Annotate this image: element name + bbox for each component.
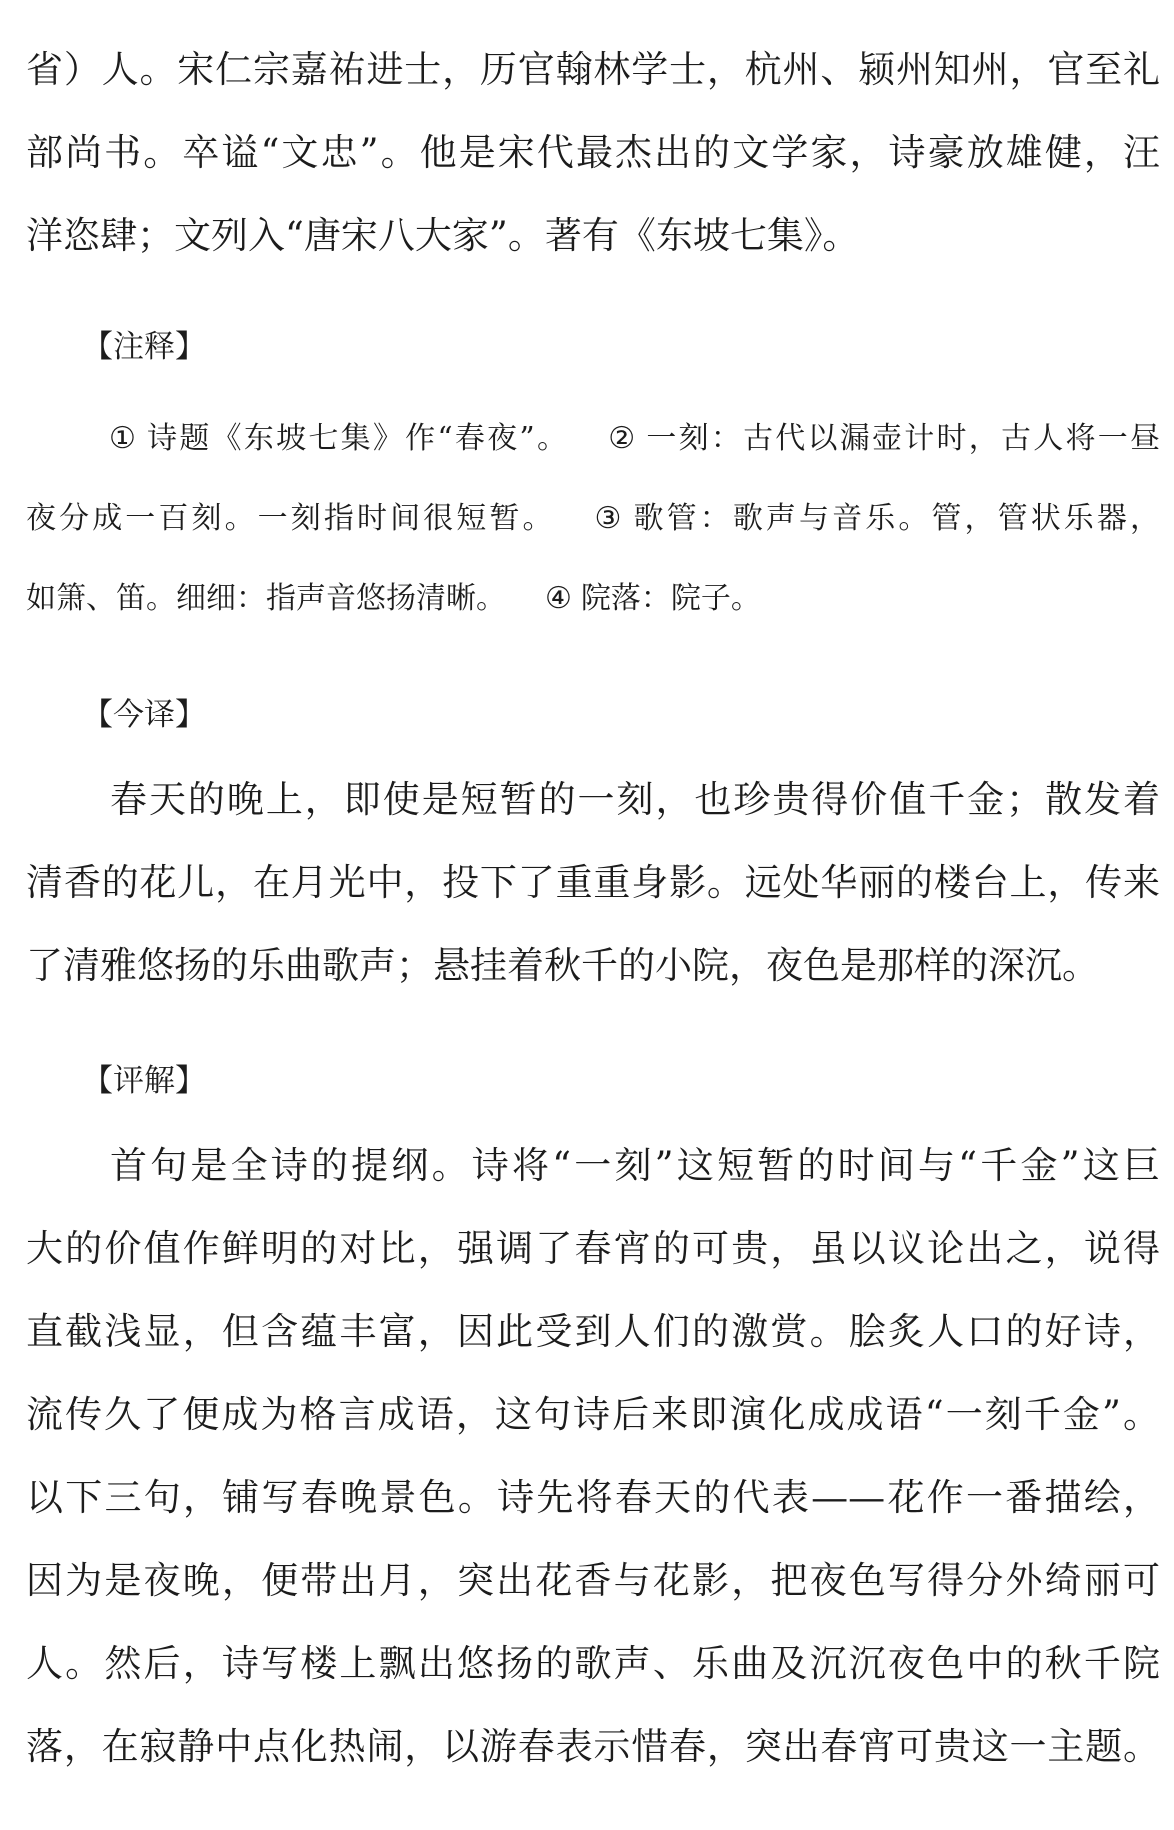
section-heading-annotations: 【注释】	[82, 329, 206, 365]
paragraph-line: 大的价值作鲜明的对比，强调了春宵的可贵，虽以议论出之，说得	[26, 1227, 1160, 1270]
note-2	[608, 421, 1160, 456]
annotations-list	[26, 399, 1160, 639]
note-4	[545, 581, 761, 616]
note-1	[109, 421, 569, 456]
section-heading-commentary: 【评解】	[82, 1063, 206, 1099]
paragraph-line: 省）人。宋仁宗嘉祐进士，历官翰林学士，杭州、颍州知州，官至礼	[26, 48, 1160, 91]
paragraph-line: 以下三句，铺写春晚景色。诗先将春天的代表——花作一番描绘，	[26, 1476, 1160, 1519]
note-text: 一刻：古代以漏壶计时，古人将一昼	[646, 421, 1160, 456]
note-3	[595, 501, 1160, 536]
annotation-line	[26, 479, 1160, 559]
translation-paragraph	[26, 758, 1160, 1007]
note-3-continued: 如箫、笛。细细：指声音悠扬清晰。	[26, 581, 506, 616]
note-number-3: ③	[594, 501, 625, 536]
intro-paragraph	[26, 28, 1160, 277]
note-text: 歌管：歌声与音乐。管，管状乐器，	[633, 501, 1160, 536]
paragraph-line: 直截浅显，但含蕴丰富，因此受到人们的激赏。脍炙人口的好诗，	[26, 1310, 1160, 1353]
note-number-1: ①	[109, 421, 139, 456]
commentary-paragraph	[26, 1124, 1160, 1788]
paragraph-line: 因为是夜晚，便带出月，突出花香与花影，把夜色写得分外绮丽可	[26, 1559, 1160, 1602]
paragraph-line: 人。然后，诗写楼上飘出悠扬的歌声、乐曲及沉沉夜色中的秋千院	[26, 1642, 1160, 1685]
annotation-line	[26, 399, 1160, 479]
paragraph-line: 洋恣肆；文列入“唐宋八大家”。著有《东坡七集》。	[26, 214, 860, 257]
paragraph-line: 了清雅悠扬的乐曲歌声；悬挂着秋千的小院，夜色是那样的深沉。	[26, 944, 1099, 987]
note-2-continued: 夜分成一百刻。一刻指时间很短暂。	[26, 501, 556, 536]
paragraph-line: 部尚书。卒谥“文忠”。他是宋代最杰出的文学家，诗豪放雄健，汪	[26, 131, 1160, 174]
annotation-line	[26, 559, 1160, 639]
paragraph-line: 流传久了便成为格言成语，这句诗后来即演化成成语“一刻千金”。	[26, 1393, 1160, 1436]
note-number-4: ④	[545, 581, 572, 616]
note-text: 院落：院子。	[580, 581, 761, 616]
paragraph-line: 落，在寂静中点化热闹，以游春表示惜春，突出春宵可贵这一主题。	[26, 1725, 1160, 1768]
paragraph-line: 首句是全诗的提纲。诗将“一刻”这短暂的时间与“千金”这巨	[110, 1144, 1160, 1187]
paragraph-line: 春天的晚上，即使是短暂的一刻，也珍贵得价值千金；散发着	[110, 778, 1160, 821]
section-heading-translation: 【今译】	[82, 697, 206, 733]
note-number-2: ②	[608, 421, 638, 456]
paragraph-line: 清香的花儿，在月光中，投下了重重身影。远处华丽的楼台上，传来	[26, 861, 1160, 904]
note-text: 诗题《东坡七集》作“春夜”。	[147, 421, 570, 456]
